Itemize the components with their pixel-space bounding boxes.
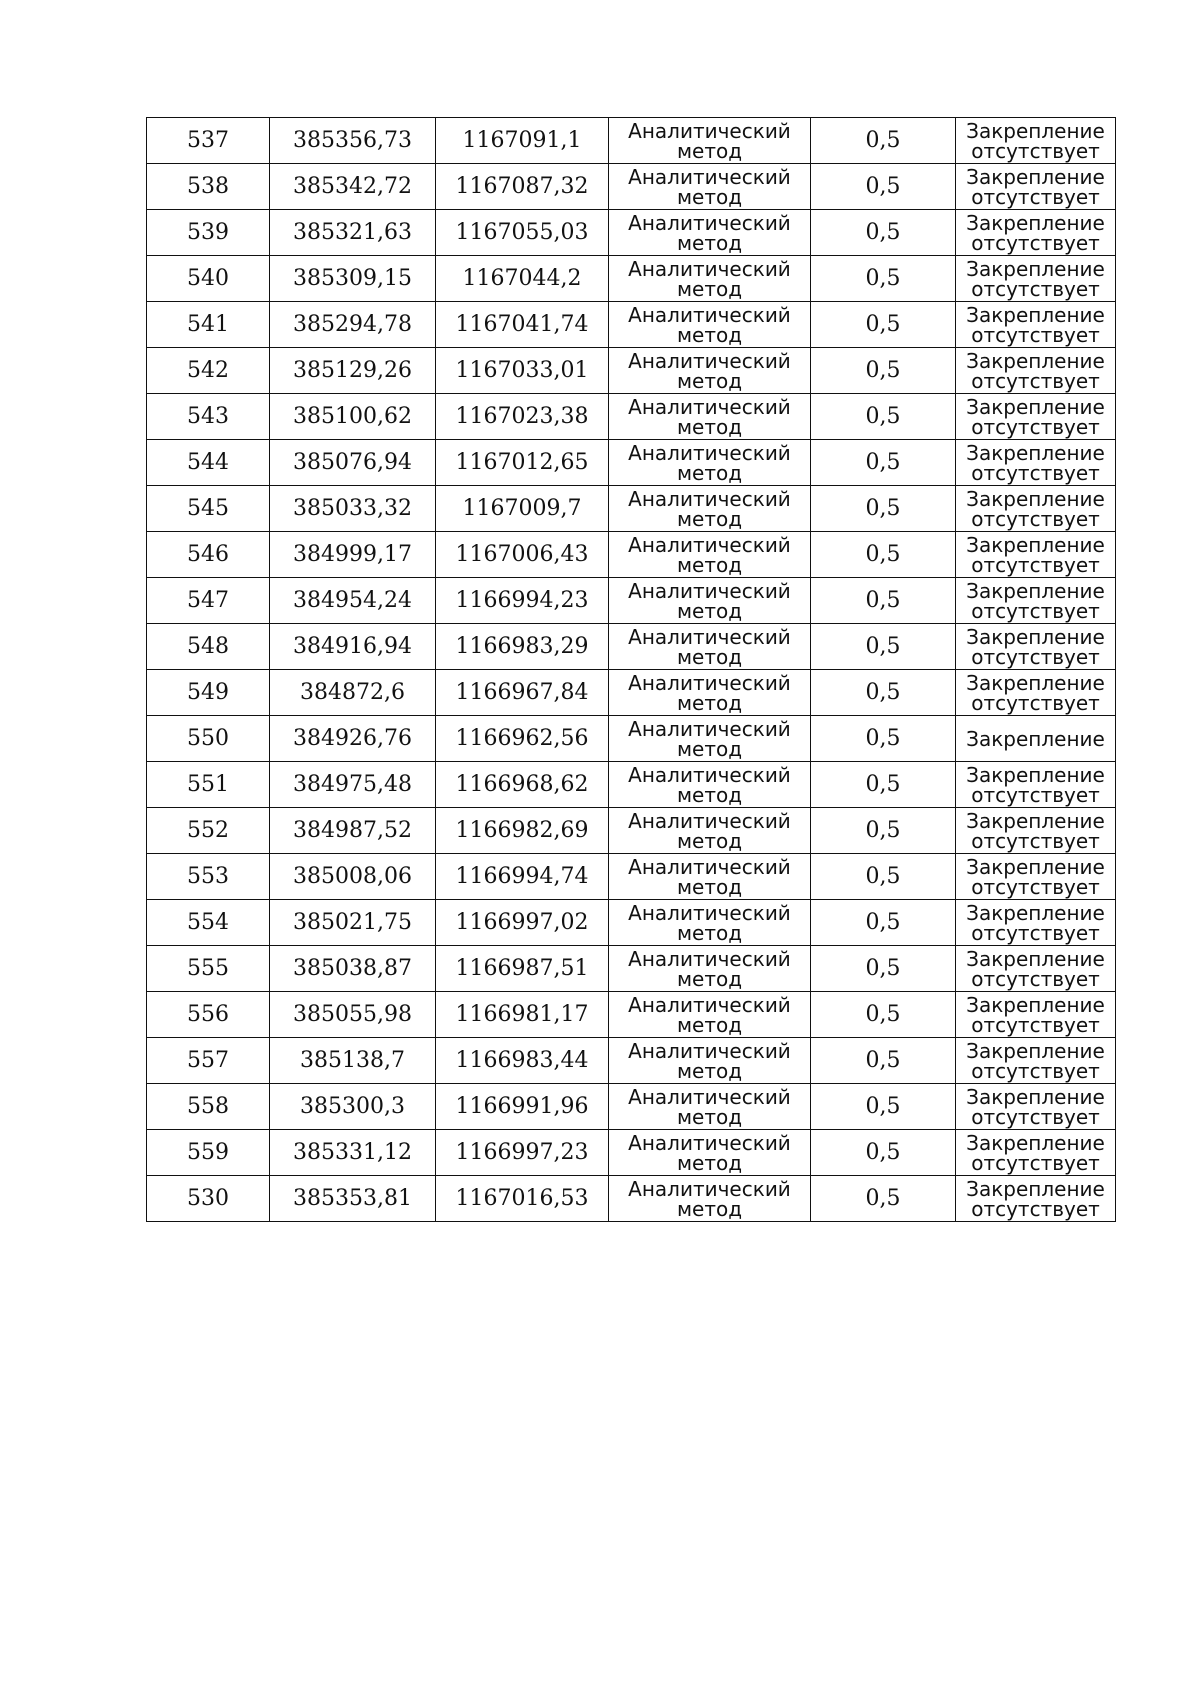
x-coordinate-cell: 385342,72 [270,164,436,210]
point-number-cell: 558 [147,1084,270,1130]
fixing-cell [956,440,1116,486]
x-coordinate-cell: 385294,78 [270,302,436,348]
accuracy-cell: 0,5 [811,348,956,394]
fixing-cell-line: Закрепление [966,900,1105,925]
method-cell [609,1130,811,1176]
y-coordinate-cell: 1166968,62 [436,762,609,808]
point-number-cell: 547 [147,578,270,624]
table-row [147,210,1116,256]
method-cell-line: Аналитический [628,486,791,511]
coordinates-table-body [147,118,1116,1222]
method-cell [609,578,811,624]
fixing-cell-line: Закрепление [966,164,1105,189]
method-cell [609,118,811,164]
accuracy-cell: 0,5 [811,762,956,808]
method-cell-line: Аналитический [628,440,791,465]
table-row [147,164,1116,210]
fixing-cell-line: отсутствует [971,138,1100,163]
method-cell-line: метод [676,322,743,347]
table-row [147,394,1116,440]
method-cell-line: Аналитический [628,1176,791,1201]
x-coordinate-cell: 385309,15 [270,256,436,302]
table-row [147,118,1116,164]
method-cell-line: Аналитический [628,1038,791,1063]
x-coordinate-cell: 384975,48 [270,762,436,808]
point-number-cell: 555 [147,946,270,992]
y-coordinate-cell: 1167012,65 [436,440,609,486]
fixing-cell-line: отсутствует [971,874,1100,899]
method-cell-line: Аналитический [628,164,791,189]
method-cell [609,1176,811,1222]
fixing-cell [956,256,1116,302]
fixing-cell [956,1176,1116,1222]
y-coordinate-cell: 1166994,23 [436,578,609,624]
fixing-cell [956,1038,1116,1084]
table-row [147,532,1116,578]
x-coordinate-cell: 385055,98 [270,992,436,1038]
fixing-cell-line: отсутствует [971,506,1100,531]
y-coordinate-cell: 1166981,17 [436,992,609,1038]
method-cell [609,256,811,302]
fixing-cell-line: Закрепление [966,302,1105,327]
accuracy-cell: 0,5 [811,440,956,486]
method-cell-line: метод [676,368,743,393]
point-number-cell: 541 [147,302,270,348]
table-row [147,946,1116,992]
y-coordinate-cell: 1167044,2 [436,256,609,302]
fixing-cell-line: отсутствует [971,414,1100,439]
fixing-cell-line: отсутствует [971,1058,1100,1083]
x-coordinate-cell: 384987,52 [270,808,436,854]
method-cell-line: метод [676,690,743,715]
table-row [147,1084,1116,1130]
method-cell [609,532,811,578]
fixing-cell [956,992,1116,1038]
coordinates-table [146,117,1116,1222]
method-cell-line: метод [676,552,743,577]
x-coordinate-cell: 384926,76 [270,716,436,762]
point-number-cell: 548 [147,624,270,670]
point-number-cell: 553 [147,854,270,900]
y-coordinate-cell: 1166967,84 [436,670,609,716]
method-cell [609,440,811,486]
method-cell-line: метод [676,874,743,899]
y-coordinate-cell: 1167091,1 [436,118,609,164]
fixing-cell [956,670,1116,716]
y-coordinate-cell: 1167033,01 [436,348,609,394]
table-row [147,348,1116,394]
method-cell-line: Аналитический [628,854,791,879]
accuracy-cell: 0,5 [811,946,956,992]
method-cell-line: Аналитический [628,762,791,787]
fixing-cell-line: отсутствует [971,644,1100,669]
method-cell-line: Аналитический [628,624,791,649]
fixing-cell-line: Закрепление [966,762,1105,787]
table-row [147,486,1116,532]
fixing-cell-line: отсутствует [971,1150,1100,1175]
fixing-cell-line: Закрепление [966,624,1105,649]
method-cell-line: метод [676,276,743,301]
fixing-cell-line: Закрепление [966,118,1105,143]
x-coordinate-cell: 385356,73 [270,118,436,164]
method-cell [609,854,811,900]
table-row [147,578,1116,624]
x-coordinate-cell: 385353,81 [270,1176,436,1222]
y-coordinate-cell: 1167087,32 [436,164,609,210]
y-coordinate-cell: 1167006,43 [436,532,609,578]
accuracy-cell: 0,5 [811,854,956,900]
fixing-cell-line: Закрепление [966,578,1105,603]
method-cell-line: метод [676,828,743,853]
y-coordinate-cell: 1166982,69 [436,808,609,854]
accuracy-cell: 0,5 [811,302,956,348]
point-number-cell: 552 [147,808,270,854]
method-cell-line: метод [676,1150,743,1175]
accuracy-cell: 0,5 [811,164,956,210]
fixing-cell [956,716,1116,762]
x-coordinate-cell: 384954,24 [270,578,436,624]
y-coordinate-cell: 1166997,23 [436,1130,609,1176]
x-coordinate-cell: 385331,12 [270,1130,436,1176]
table-row [147,854,1116,900]
fixing-cell [956,762,1116,808]
fixing-cell [956,486,1116,532]
fixing-cell-line: отсутствует [971,1012,1100,1037]
point-number-cell: 551 [147,762,270,808]
fixing-cell [956,808,1116,854]
method-cell-line: Аналитический [628,670,791,695]
x-coordinate-cell: 385321,63 [270,210,436,256]
x-coordinate-cell: 385033,32 [270,486,436,532]
accuracy-cell: 0,5 [811,210,956,256]
fixing-cell-line: отсутствует [971,920,1100,945]
fixing-cell-line: Закрепление [966,394,1105,419]
method-cell-line: Аналитический [628,348,791,373]
accuracy-cell: 0,5 [811,1084,956,1130]
fixing-cell-line: Закрепление [966,854,1105,879]
fixing-cell [956,1130,1116,1176]
fixing-cell [956,394,1116,440]
table-row [147,1176,1116,1222]
method-cell [609,210,811,256]
fixing-cell-line: отсутствует [971,690,1100,715]
y-coordinate-cell: 1167041,74 [436,302,609,348]
method-cell [609,486,811,532]
fixing-cell [956,348,1116,394]
fixing-cell [956,624,1116,670]
method-cell-line: Аналитический [628,578,791,603]
method-cell [609,946,811,992]
accuracy-cell: 0,5 [811,808,956,854]
y-coordinate-cell: 1166983,29 [436,624,609,670]
accuracy-cell: 0,5 [811,532,956,578]
method-cell-line: метод [676,1104,743,1129]
accuracy-cell: 0,5 [811,1038,956,1084]
method-cell-line: метод [676,920,743,945]
method-cell-line: метод [676,598,743,623]
x-coordinate-cell: 384999,17 [270,532,436,578]
y-coordinate-cell: 1166991,96 [436,1084,609,1130]
method-cell-line: Аналитический [628,256,791,281]
method-cell-line: Аналитический [628,900,791,925]
fixing-cell [956,164,1116,210]
fixing-cell-line: отсутствует [971,782,1100,807]
fixing-cell-line: отсутствует [971,828,1100,853]
fixing-cell-line: отсутствует [971,598,1100,623]
method-cell [609,762,811,808]
fixing-cell [956,210,1116,256]
table-row [147,1130,1116,1176]
x-coordinate-cell: 384872,6 [270,670,436,716]
accuracy-cell: 0,5 [811,1130,956,1176]
point-number-cell: 549 [147,670,270,716]
method-cell-line: метод [676,184,743,209]
fixing-cell-line: Закрепление [966,808,1105,833]
fixing-cell-line: Закрепление [966,1176,1105,1201]
method-cell [609,348,811,394]
accuracy-cell: 0,5 [811,624,956,670]
fixing-cell-line: Закрепление [966,532,1105,557]
method-cell-line: метод [676,414,743,439]
table-row [147,900,1116,946]
accuracy-cell: 0,5 [811,118,956,164]
y-coordinate-cell: 1166987,51 [436,946,609,992]
method-cell-line: метод [676,736,743,761]
point-number-cell: 554 [147,900,270,946]
fixing-cell-line: отсутствует [971,1104,1100,1129]
accuracy-cell: 0,5 [811,394,956,440]
point-number-cell: 545 [147,486,270,532]
table-row [147,256,1116,302]
fixing-cell-line: Закрепление [966,1084,1105,1109]
point-number-cell: 546 [147,532,270,578]
method-cell [609,624,811,670]
table-row [147,670,1116,716]
method-cell-line: Аналитический [628,992,791,1017]
method-cell-line: Аналитический [628,808,791,833]
method-cell-line: метод [676,138,743,163]
method-cell-line: Аналитический [628,946,791,971]
y-coordinate-cell: 1166994,74 [436,854,609,900]
method-cell [609,1084,811,1130]
method-cell-line: метод [676,644,743,669]
x-coordinate-cell: 385076,94 [270,440,436,486]
fixing-cell-line: отсутствует [971,184,1100,209]
method-cell [609,394,811,440]
x-coordinate-cell: 385300,3 [270,1084,436,1130]
x-coordinate-cell: 385100,62 [270,394,436,440]
fixing-cell [956,1084,1116,1130]
y-coordinate-cell: 1166983,44 [436,1038,609,1084]
x-coordinate-cell: 385008,06 [270,854,436,900]
fixing-cell-line: Закрепление [966,670,1105,695]
method-cell-line: Аналитический [628,210,791,235]
accuracy-cell: 0,5 [811,670,956,716]
fixing-cell-line: Закрепление [966,210,1105,235]
method-cell-line: метод [676,782,743,807]
table-row [147,302,1116,348]
fixing-cell-line: Закрепление [966,256,1105,281]
x-coordinate-cell: 384916,94 [270,624,436,670]
point-number-cell: 544 [147,440,270,486]
fixing-cell-line: Закрепление [966,1130,1105,1155]
method-cell-line: метод [676,1196,743,1221]
point-number-cell: 530 [147,1176,270,1222]
fixing-cell-line: отсутствует [971,276,1100,301]
method-cell-line: Аналитический [628,716,791,741]
point-number-cell: 538 [147,164,270,210]
y-coordinate-cell: 1166997,02 [436,900,609,946]
method-cell-line: метод [676,460,743,485]
method-cell-line: Аналитический [628,532,791,557]
y-coordinate-cell: 1167023,38 [436,394,609,440]
point-number-cell: 557 [147,1038,270,1084]
accuracy-cell: 0,5 [811,900,956,946]
method-cell-line: метод [676,1058,743,1083]
fixing-cell-line: Закрепление [966,992,1105,1017]
table-row [147,1038,1116,1084]
point-number-cell: 540 [147,256,270,302]
point-number-cell: 559 [147,1130,270,1176]
fixing-cell [956,854,1116,900]
table-row [147,808,1116,854]
accuracy-cell: 0,5 [811,716,956,762]
accuracy-cell: 0,5 [811,992,956,1038]
x-coordinate-cell: 385129,26 [270,348,436,394]
fixing-cell-line: Закрепление [966,486,1105,511]
fixing-cell [956,900,1116,946]
method-cell-line: Аналитический [628,394,791,419]
x-coordinate-cell: 385038,87 [270,946,436,992]
point-number-cell: 542 [147,348,270,394]
table-row [147,440,1116,486]
fixing-cell-line: отсутствует [971,460,1100,485]
fixing-cell-line: отсутствует [971,368,1100,393]
method-cell [609,164,811,210]
fixing-cell-line: отсутствует [971,230,1100,255]
accuracy-cell: 0,5 [811,486,956,532]
method-cell-line: Аналитический [628,302,791,327]
fixing-cell-line: отсутствует [971,1196,1100,1221]
method-cell [609,716,811,762]
y-coordinate-cell: 1167009,7 [436,486,609,532]
method-cell [609,808,811,854]
y-coordinate-cell: 1166962,56 [436,716,609,762]
point-number-cell: 543 [147,394,270,440]
table-row [147,716,1116,762]
method-cell-line: метод [676,230,743,255]
accuracy-cell: 0,5 [811,256,956,302]
accuracy-cell: 0,5 [811,1176,956,1222]
fixing-cell-line: Закрепление [966,440,1105,465]
fixing-cell-line: Закрепление [966,348,1105,373]
fixing-cell-line: отсутствует [971,552,1100,577]
point-number-cell: 539 [147,210,270,256]
method-cell [609,302,811,348]
fixing-cell [956,532,1116,578]
method-cell-line: метод [676,966,743,991]
method-cell [609,670,811,716]
accuracy-cell: 0,5 [811,578,956,624]
x-coordinate-cell: 385021,75 [270,900,436,946]
method-cell [609,992,811,1038]
method-cell-line: Аналитический [628,1130,791,1155]
method-cell-line: Аналитический [628,1084,791,1109]
method-cell-line: Аналитический [628,118,791,143]
method-cell [609,1038,811,1084]
fixing-cell-line: Закрепление [966,1038,1105,1063]
fixing-cell-line: Закрепление [966,726,1105,751]
x-coordinate-cell: 385138,7 [270,1038,436,1084]
point-number-cell: 537 [147,118,270,164]
fixing-cell-line: отсутствует [971,322,1100,347]
point-number-cell: 550 [147,716,270,762]
y-coordinate-cell: 1167016,53 [436,1176,609,1222]
method-cell [609,900,811,946]
fixing-cell [956,302,1116,348]
method-cell-line: метод [676,506,743,531]
y-coordinate-cell: 1167055,03 [436,210,609,256]
point-number-cell: 556 [147,992,270,1038]
method-cell-line: метод [676,1012,743,1037]
fixing-cell-line: Закрепление [966,946,1105,971]
table-row [147,762,1116,808]
fixing-cell-line: отсутствует [971,966,1100,991]
table-row [147,624,1116,670]
fixing-cell [956,118,1116,164]
fixing-cell [956,946,1116,992]
fixing-cell [956,578,1116,624]
table-row [147,992,1116,1038]
